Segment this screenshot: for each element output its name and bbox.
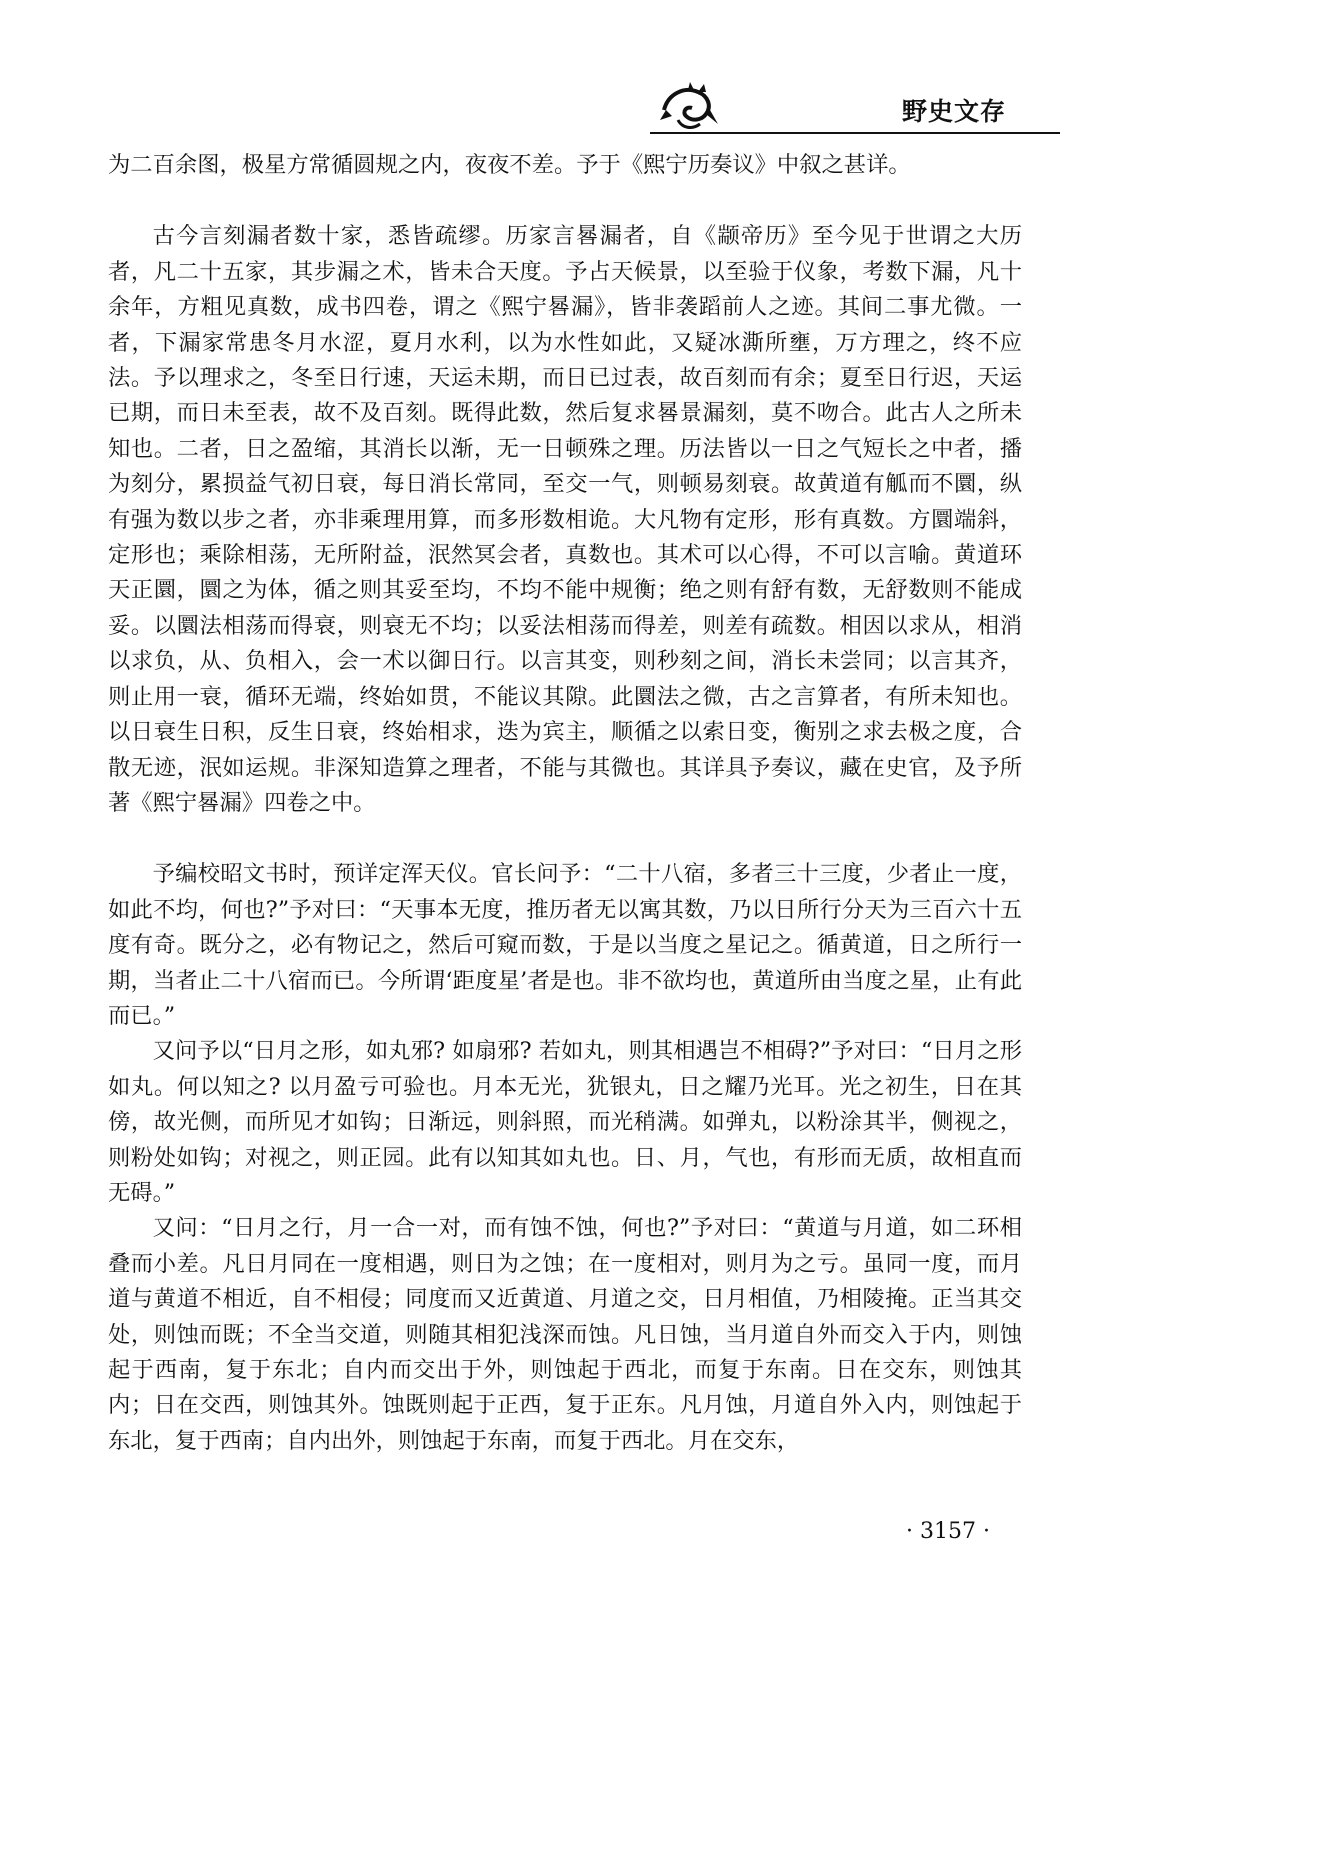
- body-text: [108, 148, 1022, 1459]
- page-number: · 3157 ·: [906, 1519, 990, 1544]
- running-title: 野史文存: [901, 97, 1006, 126]
- paragraph-3: 予编校昭文书时，预详定浑天仪。官长问予：“二十八宿，多者三十三度，少者止一度，如此不均，何也?”予对曰：“天事本无度，推历者无以寓其数，乃以日所行分天为三百六十五度有奇。既分之，必有物记之，然后可窥而数，于是以当度之星记之。循黄道，日之所行一期，当者止二十八宿而已。今所谓‘距度星’者是也。非不欲均也，黄道所由当度之星，止有此而已。”: [108, 861, 1022, 1029]
- paragraph-2: 古今言刻漏者数十家，悉皆疏缪。历家言晷漏者，自《颛帝历》至今见于世谓之大历者，凡二十五家，其步漏之术，皆未合天度。予占天候景，以至验于仪象，考数下漏，凡十余年，方粗见真数，成书四卷，谓之《熙宁晷漏》，皆非袭蹈前人之迹。其间二事尤微。一者，下漏家常患冬月水涩，夏月水利，以为水性如此，又疑冰澌所壅，万方理之，终不应法。予以理求之，冬至日行速，天运未期，而日已过表，故百刻而有余；夏至日行迟，天运已期，而日未至表，故不及百刻。既得此数，然后复求晷景漏刻，莫不吻合。此古人之所未知也。二者，日之盈缩，其消长以渐，无一日顿殊之理。历法皆以一日之气短长之中者，播为刻分，累损益气初日衰，每日消长常同，至交一气，则顿易刻衰。故黄道有觚而不圜，纵有强为数以步之者，亦非乘理用算，而多形数相诡。大凡物有定形，形有真数。方圜端斜，定形也；乘除相荡，无所附益，泯然冥会者，真数也。其术可以心得，不可以言喻。黄道环天正圜，圜之为体，循之则其妥至均，不均不能中规衡；绝之则有舒有数，无舒数则不能成妥。以圜法相荡而得衰，则衰无不均；以妥法相荡而得差，则差有疏数。相因以求从，相消以求负，从、负相入，会一术以御日行。以言其变，则秒刻之间，消长未尝同；以言其齐，则止用一衰，循环无端，终始如贯，不能议其隙。此圜法之微，古之言算者，有所未知也。以日衰生日积，反生日衰，终始相求，迭为宾主，顺循之以索日变，衡别之求去极之度，合散无迹，泯如运规。非深知造算之理者，不能与其微也。其详具予奏议，藏在史官，及予所著《熙宁晷漏》四卷之中。: [108, 223, 1022, 816]
- paragraph-4: 又问予以“日月之形，如丸邪? 如扇邪? 若如丸，则其相遇岂不相碍?”予对曰：“日月之形如丸。何以知之? 以月盈亏可验也。月本无光，犹银丸，日之耀乃光耳。光之初生，日在其傍，故光侧，而所见才如钩；日渐远，则斜照，而光稍满。如弹丸，以粉涂其半，侧视之，则粉处如钩；对视之，则正园。此有以知其如丸也。日、月，气也，有形而无质，故相直而无碍。”: [108, 1038, 1022, 1206]
- page-header: [650, 72, 1060, 142]
- header-rule: [650, 132, 1060, 134]
- paragraph-1: 为二百余图，极星方常循圆规之内，夜夜不差。予于《熙宁历奏议》中叙之甚详。: [108, 152, 911, 178]
- dragon-emblem-icon: [658, 80, 722, 132]
- paragraph-5: 又问：“日月之行，月一合一对，而有蚀不蚀，何也?”予对曰：“黄道与月道，如二环相叠而小差。凡日月同在一度相遇，则日为之蚀；在一度相对，则月为之亏。虽同一度，而月道与黄道不相近，自不相侵；同度而又近黄道、月道之交，日月相值，乃相陵掩。正当其交处，则蚀而既；不全当交道，则随其相犯浅深而蚀。凡日蚀，当月道自外而交入于内，则蚀起于西南，复于东北；自内而交出于外，则蚀起于西北，而复于东南。日在交东，则蚀其内；日在交西，则蚀其外。蚀既则起于正西，复于正东。凡月蚀，月道自外入内，则蚀起于东北，复于西南；自内出外，则蚀起于东南，而复于西北。月在交东，: [108, 1215, 1022, 1454]
